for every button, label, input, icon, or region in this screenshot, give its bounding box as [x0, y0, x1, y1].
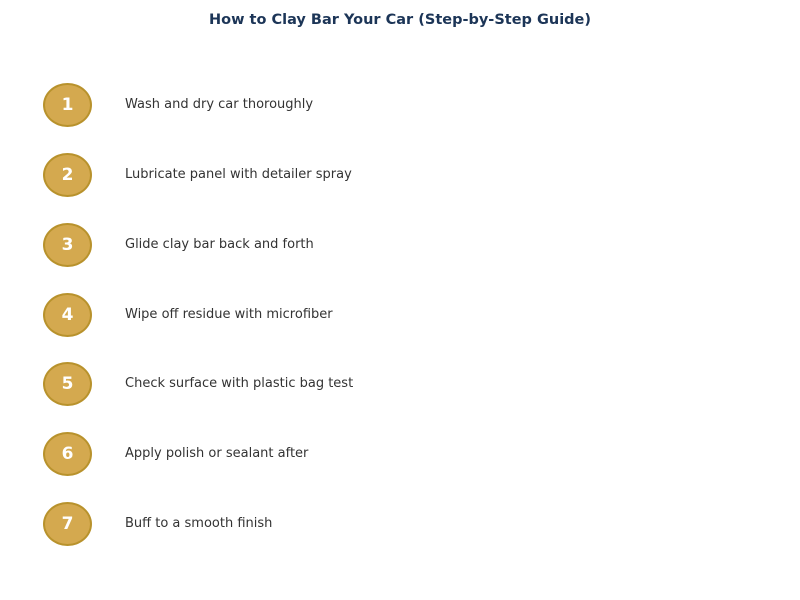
- step-label: Check surface with plastic bag test: [125, 376, 354, 391]
- step-number-badge: 3: [43, 223, 92, 267]
- step-item: [0, 153, 800, 197]
- step-number-badge: 4: [43, 293, 92, 337]
- step-label: Wipe off residue with microfiber: [125, 307, 333, 322]
- step-number-badge: 6: [43, 432, 92, 476]
- step-item: [0, 502, 800, 546]
- step-item: [0, 83, 800, 127]
- step-item: [0, 362, 800, 406]
- step-item: [0, 293, 800, 337]
- step-label: Glide clay bar back and forth: [125, 237, 314, 252]
- step-label: Buff to a smooth finish: [125, 516, 273, 531]
- diagram-title: How to Clay Bar Your Car (Step-by-Step Guide): [209, 12, 591, 28]
- step-number-badge: 2: [43, 153, 92, 197]
- step-number-badge: 7: [43, 502, 92, 546]
- step-label: Lubricate panel with detailer spray: [125, 167, 352, 182]
- step-item: [0, 432, 800, 476]
- step-label: Wash and dry car thoroughly: [125, 97, 314, 112]
- step-number-badge: 1: [43, 83, 92, 127]
- step-number-badge: 5: [43, 362, 92, 406]
- step-label: Apply polish or sealant after: [125, 446, 309, 461]
- step-item: [0, 223, 800, 267]
